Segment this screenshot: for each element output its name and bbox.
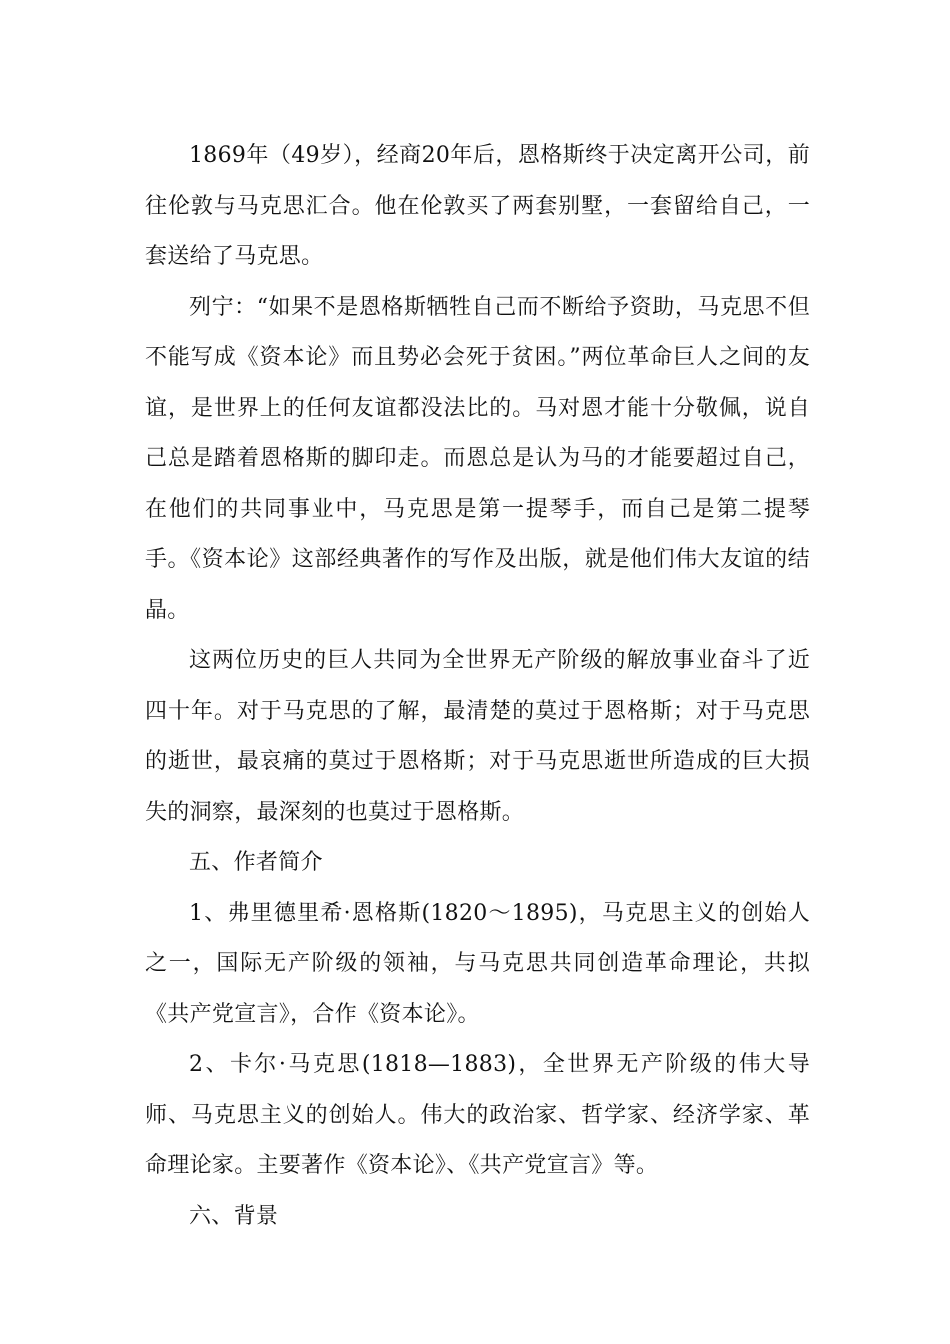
paragraph-engels-london: 1869年（49岁），经商20年后，恩格斯终于决定离开公司，前往伦敦与马克思汇合。他在伦敦买了两套别墅，一套留给自己，一套送给了马克思。 (145, 143, 810, 269)
author-item-engels: 1、弗里德里希·恩格斯(1820～1895)，马克思主义的创始人之一，国际无产阶级的领袖，与马克思共同创造革命理论，共拟《共产党宣言》，合作《资本论》。 (145, 900, 810, 1027)
paragraph-forty-years: 这两位历史的巨人共同为全世界无产阶级的解放事业奋斗了近四十年。对于马克思的了解，最清楚的莫过于恩格斯；对于马克思的逝世，最哀痛的莫过于恩格斯；对于马克思逝世所造成的巨大损失的洞察，最深刻的也莫过于恩格斯。 (145, 648, 810, 825)
section-heading-background: 六、背景 (189, 1203, 279, 1229)
document-body (145, 131, 810, 1242)
section-heading-author-intro: 五、作者简介 (189, 850, 323, 875)
paragraph-lenin-quote: 列宁：“如果不是恩格斯牺牲自己而不断给予资助，马克思不但不能写成《资本论》而且势必会死于贫困。”两位革命巨人之间的友谊，是世界上的任何友谊都没法比的。马对恩才能十分敬佩，说自己总是踏着恩格斯的脚印走。而恩总是认为马的才能要超过自己，在他们的共同事业中，马克思是第一提琴手，而自己是第二提琴手。《资本论》这部经典著作的写作及出版，就是他们伟大友谊的结晶。 (145, 294, 810, 623)
author-item-marx: 2、卡尔·马克思(1818—1883)，全世界无产阶级的伟大导师、马克思主义的创始人。伟大的政治家、哲学家、经济学家、革命理论家。主要著作《资本论》、《共产党宣言》等。 (145, 1052, 810, 1178)
